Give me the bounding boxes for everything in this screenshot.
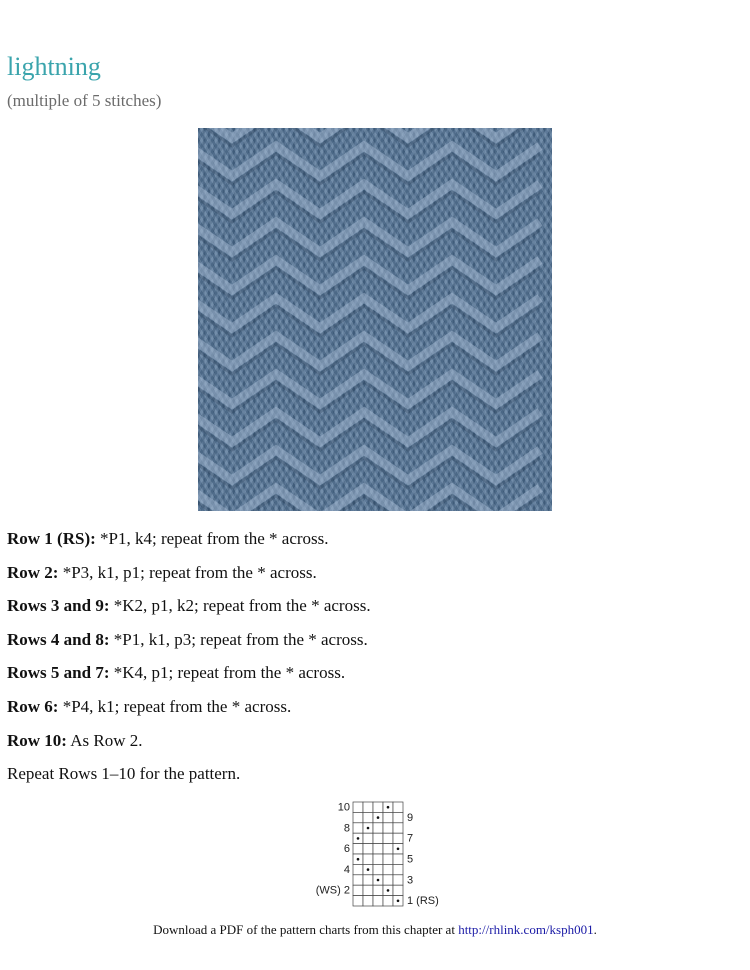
chart-row-label-right: 1 (RS) xyxy=(407,895,439,908)
chart-cell xyxy=(363,844,373,854)
chart-cell xyxy=(373,885,383,895)
chart-cell xyxy=(383,823,393,833)
chart-row-label-right: 5 xyxy=(407,853,414,866)
purl-dot xyxy=(387,806,390,809)
chart-cell xyxy=(393,823,403,833)
row-label: Row 1 (RS): xyxy=(7,529,96,548)
instruction-row xyxy=(7,730,371,764)
purl-dot xyxy=(357,837,360,840)
repeat-note: Repeat Rows 1–10 for the pattern. xyxy=(7,764,241,784)
footer-text: Download a PDF of the pattern charts from this chapter at xyxy=(153,922,459,937)
chart-cell xyxy=(373,864,383,874)
chart-cell xyxy=(353,864,363,874)
instruction-row xyxy=(7,696,371,730)
chart-row-label-right: 7 xyxy=(407,832,414,845)
chart-row-label-left: 6 xyxy=(343,843,350,856)
instruction-row xyxy=(7,562,371,596)
chart-cell xyxy=(393,875,403,885)
instruction-row xyxy=(7,662,371,696)
footer-period: . xyxy=(593,922,597,937)
row-label: Row 10: xyxy=(7,730,67,750)
row-text: *P1, k4; repeat from the * across. xyxy=(95,529,329,548)
knitted-swatch-photo xyxy=(198,128,552,511)
purl-dot xyxy=(397,900,400,903)
pdf-download-link[interactable]: http://rhlink.com/ksph001 xyxy=(458,922,594,937)
purl-dot xyxy=(397,848,400,851)
chart-cell xyxy=(373,823,383,833)
chart-row-label-right: 3 xyxy=(407,874,414,887)
pattern-subtitle: (multiple of 5 stitches) xyxy=(7,91,162,110)
row-text: *K4, p1; repeat from the * across. xyxy=(109,663,346,683)
chart-cell xyxy=(383,875,393,885)
instruction-row xyxy=(7,528,371,562)
row-text: As Row 2. xyxy=(66,730,143,750)
chart-cell xyxy=(353,802,363,812)
chart-cell xyxy=(373,854,383,864)
row-text: *P4, k1; repeat from the * across. xyxy=(58,696,292,716)
purl-dot xyxy=(357,858,360,861)
chart-cell xyxy=(373,833,383,843)
chart-cell xyxy=(383,844,393,854)
footer-note xyxy=(0,922,750,938)
chart-cell xyxy=(393,802,403,812)
chart-cell xyxy=(393,885,403,895)
chart-row-label-left: 4 xyxy=(343,863,350,876)
chart-cell xyxy=(383,833,393,843)
chart-cell xyxy=(363,885,373,895)
chart-cell xyxy=(353,875,363,885)
row-text: *P1, k1, p3; repeat from the * across. xyxy=(109,629,368,649)
pattern-title: lightning xyxy=(7,52,101,81)
chart-cell xyxy=(383,812,393,822)
chart-cell xyxy=(393,833,403,843)
purl-dot xyxy=(367,827,370,830)
chart-cell xyxy=(363,802,373,812)
row-label: Rows 4 and 8: xyxy=(7,629,110,649)
chart-cell xyxy=(353,844,363,854)
chart-cell xyxy=(363,896,373,906)
chart-cell xyxy=(383,864,393,874)
instructions-list xyxy=(7,528,371,797)
chart-row-label-left: 8 xyxy=(343,822,350,835)
chart-row-label-left: 10 xyxy=(337,801,350,814)
purl-dot xyxy=(387,889,390,892)
chart-cell xyxy=(353,896,363,906)
chart-cell xyxy=(353,885,363,895)
chart-cell xyxy=(393,854,403,864)
chart-cell xyxy=(373,802,383,812)
chart-cell xyxy=(383,854,393,864)
chart-cell xyxy=(353,812,363,822)
row-label: Row 6: xyxy=(7,696,59,716)
row-label: Rows 3 and 9: xyxy=(7,596,110,616)
purl-dot xyxy=(377,879,380,882)
purl-dot xyxy=(377,816,380,819)
chart-cell xyxy=(393,864,403,874)
row-label: Rows 5 and 7: xyxy=(7,663,110,683)
chart-cell xyxy=(353,823,363,833)
chart-cell xyxy=(373,896,383,906)
row-text: *P3, k1, p1; repeat from the * across. xyxy=(58,562,317,582)
chart-cell xyxy=(363,812,373,822)
chart-cell xyxy=(363,833,373,843)
instruction-row xyxy=(7,629,371,663)
swatch-zigzag-texture xyxy=(198,128,552,511)
chart-row-label-left: (WS) 2 xyxy=(315,884,350,897)
instruction-row xyxy=(7,595,371,629)
chart-cell xyxy=(363,854,373,864)
chart-cell xyxy=(363,875,373,885)
row-label: Row 2: xyxy=(7,562,59,582)
row-text: *K2, p1, k2; repeat from the * across. xyxy=(109,596,371,616)
stitch-chart xyxy=(308,798,448,910)
purl-dot xyxy=(367,868,370,871)
chart-cell xyxy=(373,844,383,854)
chart-cell xyxy=(383,896,393,906)
chart-cell xyxy=(393,812,403,822)
chart-row-label-right: 9 xyxy=(407,811,414,824)
